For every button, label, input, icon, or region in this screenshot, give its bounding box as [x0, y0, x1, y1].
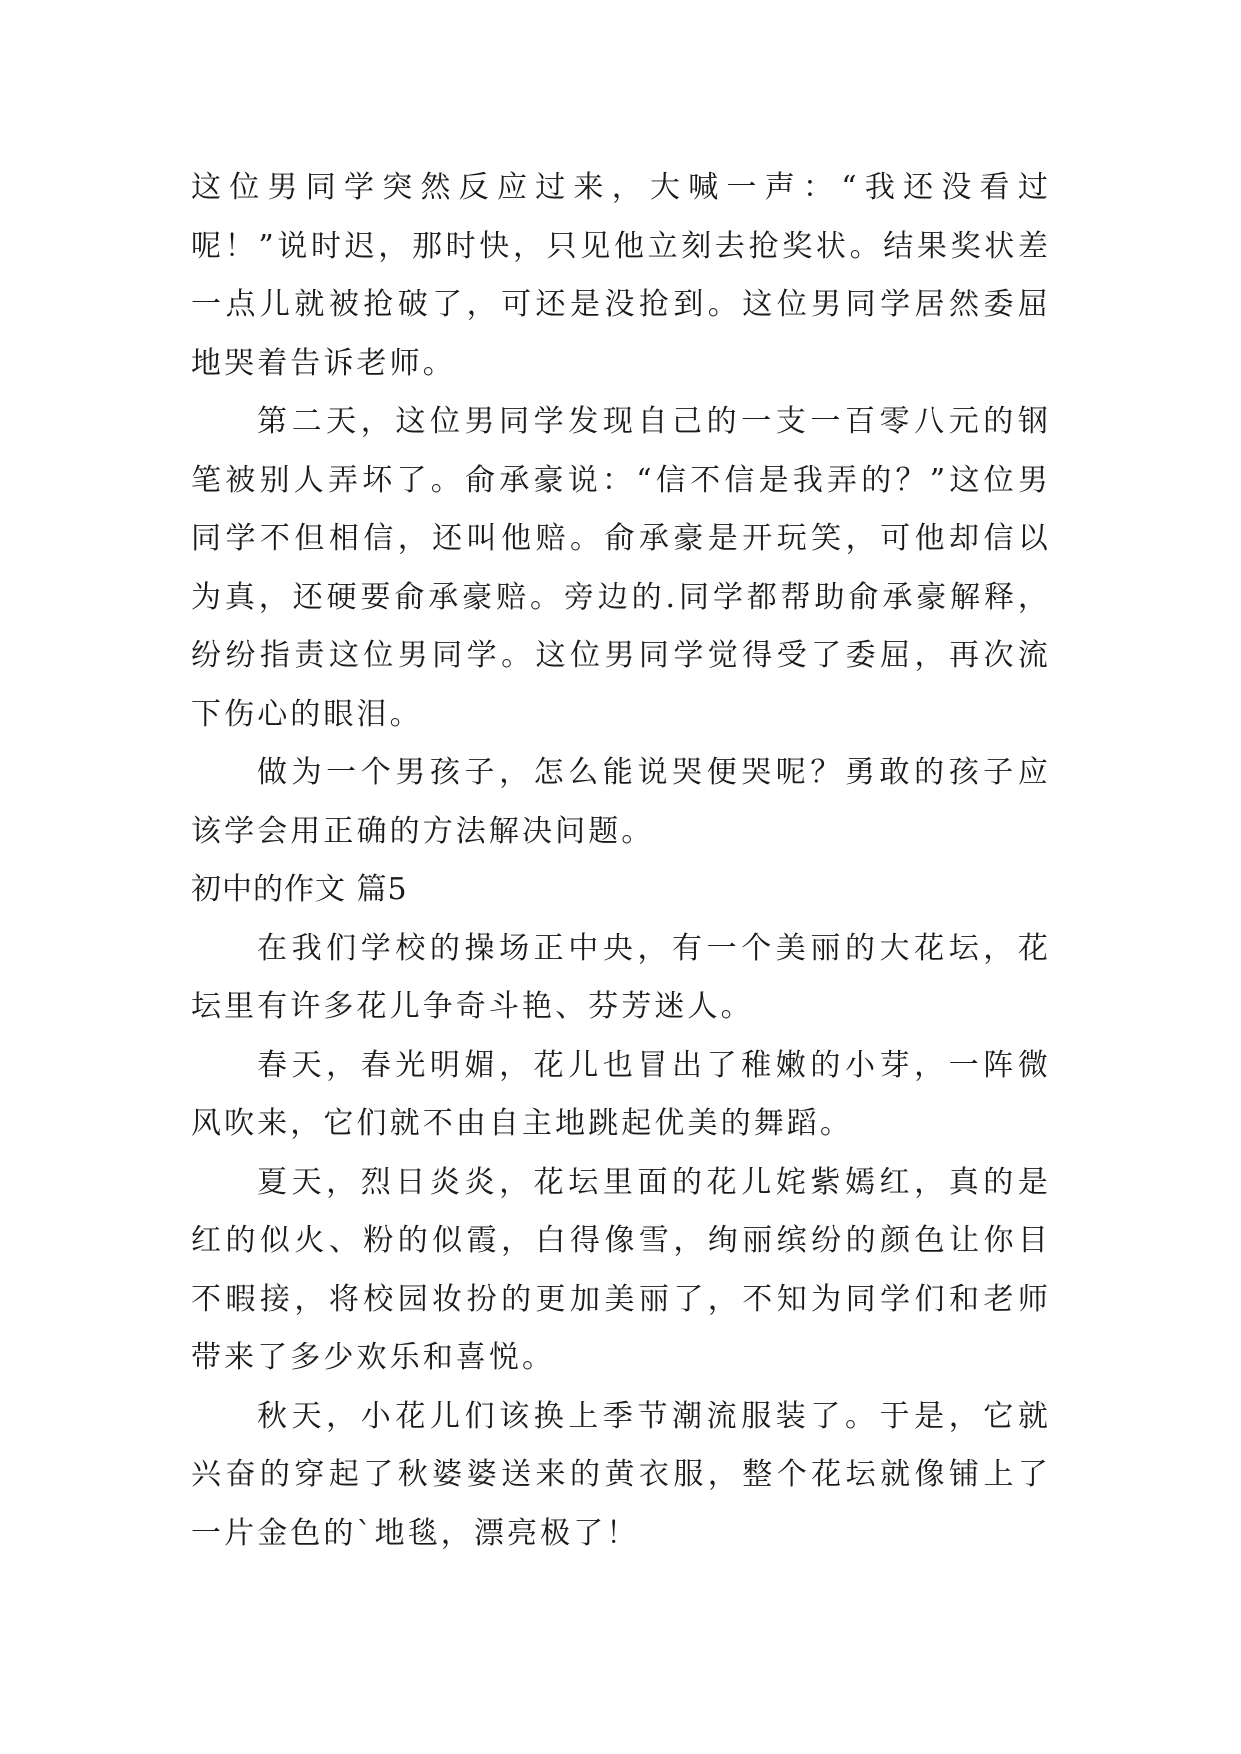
paragraph: 在我们学校的操场正中央，有一个美丽的大花坛，花坛里有许多花儿争奇斗艳、芬芳迷人。	[191, 930, 1051, 1024]
document-body	[191, 159, 1051, 1563]
section-heading: 初中的作文 篇5	[191, 872, 408, 907]
paragraph: 秋天，小花儿们该换上季节潮流服装了。于是，它就兴奋的穿起了秋婆婆送来的黄衣服，整个花坛就像铺上了一片金色的`地毯，漂亮极了！	[191, 1398, 1051, 1551]
paragraph: 做为一个男孩子，怎么能说哭便哭呢？勇敢的孩子应该学会用正确的方法解决问题。	[191, 755, 1051, 849]
paragraph: 第二天，这位男同学发现自己的一支一百零八元的钢笔被别人弄坏了。俞承豪说：“信不信是我弄的？”这位男同学不但相信，还叫他赔。俞承豪是开玩笑，可他却信以为真，还硬要俞承豪赔。旁边的.同学都帮助俞承豪解释，纷纷指责这位男同学。这位男同学觉得受了委屈，再次流下伤心的眼泪。	[191, 404, 1051, 732]
paragraph: 这位男同学突然反应过来，大喊一声：“我还没看过呢！”说时迟，那时快，只见他立刻去抢奖状。结果奖状差一点儿就被抢破了，可还是没抢到。这位男同学居然委屈地哭着告诉老师。	[191, 170, 1051, 381]
paragraph: 夏天，烈日炎炎，花坛里面的花儿姹紫嫣红，真的是红的似火、粉的似霞，白得像雪，绚丽缤纷的颜色让你目不暇接，将校园妆扮的更加美丽了，不知为同学们和老师带来了多少欢乐和喜悦。	[191, 1164, 1051, 1375]
paragraph: 春天，春光明媚，花儿也冒出了稚嫩的小芽，一阵微风吹来，它们就不由自主地跳起优美的舞蹈。	[191, 1047, 1051, 1141]
